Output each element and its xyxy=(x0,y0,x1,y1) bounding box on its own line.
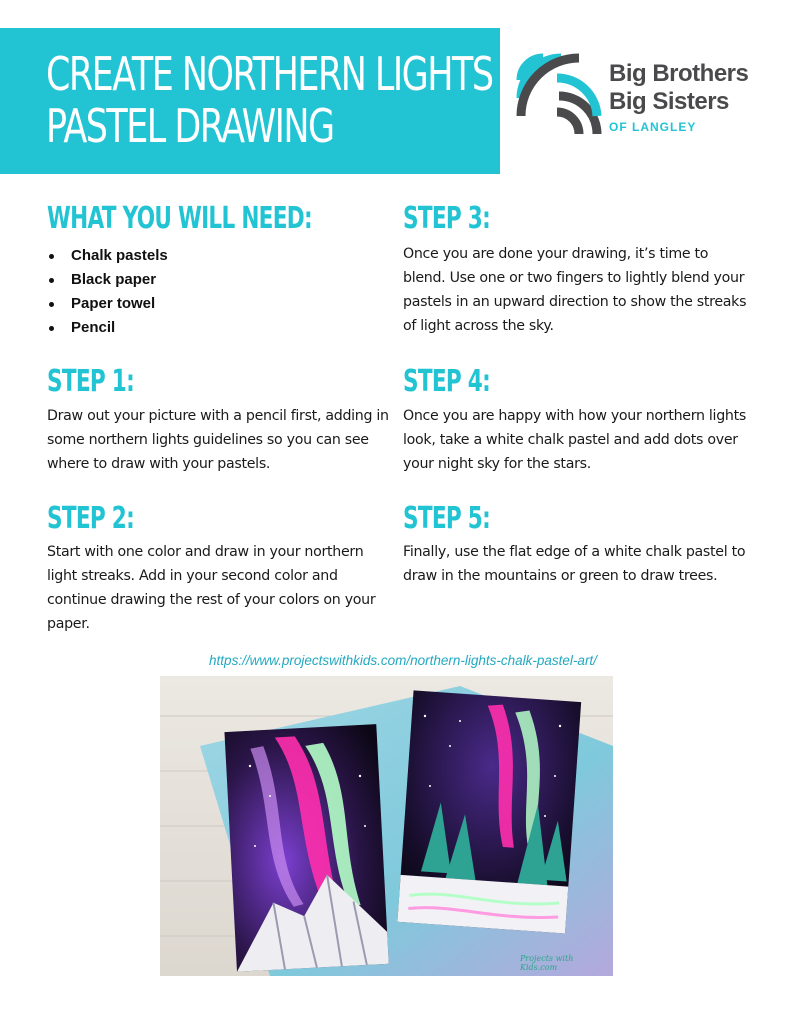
step1-text: Draw out your picture with a pencil first, adding in some northern lights guidelines so you can see where to draw with your pastels. xyxy=(47,408,389,472)
step2-text: Start with one color and draw in your northern light streaks. Add in your second color and continue drawing the rest of your colors on your paper. xyxy=(47,544,376,632)
logo-line3: OF LANGLEY xyxy=(609,120,697,134)
organization-logo xyxy=(515,52,755,142)
step5-heading: STEP 5: xyxy=(403,501,491,536)
photo-watermark: Projects with Kids.com xyxy=(520,954,574,972)
list-item: Chalk pastels xyxy=(47,244,168,268)
step4-text: Once you are happy with how your northern lights look, take a white chalk pastel and add dots over your night sky for the stars. xyxy=(403,408,746,472)
step2-heading: STEP 2: xyxy=(47,501,135,536)
step4-heading: STEP 4: xyxy=(403,364,491,399)
list-item: Black paper xyxy=(47,268,168,292)
list-item: Paper towel xyxy=(47,292,168,316)
logo-wordmark xyxy=(609,60,748,134)
step3-text: Once you are done your drawing, it’s time to blend. Use one or two fingers to lightly blend your pastels in an upward direction to show the streaks of light across the sky. xyxy=(403,246,747,334)
step3-heading: STEP 3: xyxy=(403,201,491,236)
list-item: Pencil xyxy=(47,316,168,340)
needs-list xyxy=(47,244,168,340)
needs-heading: WHAT YOU WILL NEED: xyxy=(47,201,312,236)
logo-line2: Big Sisters xyxy=(609,88,729,115)
title-banner xyxy=(0,28,500,174)
step1-heading: STEP 1: xyxy=(47,364,135,399)
step5-text: Finally, use the flat edge of a white chalk pastel to draw in the mountains or green to draw trees. xyxy=(403,544,746,584)
logo-arcs-icon xyxy=(515,52,605,142)
logo-line1: Big Brothers xyxy=(609,60,749,87)
page-title-line1: CREATE NORTHERN LIGHTS xyxy=(46,47,493,101)
page-title xyxy=(46,47,493,153)
source-link[interactable]: https://www.projectswithkids.com/northern-lights-chalk-pastel-art/ xyxy=(209,653,597,668)
artwork-photo xyxy=(160,676,613,976)
artwork-illustration xyxy=(160,676,613,976)
page-title-line2: PASTEL DRAWING xyxy=(46,99,334,153)
